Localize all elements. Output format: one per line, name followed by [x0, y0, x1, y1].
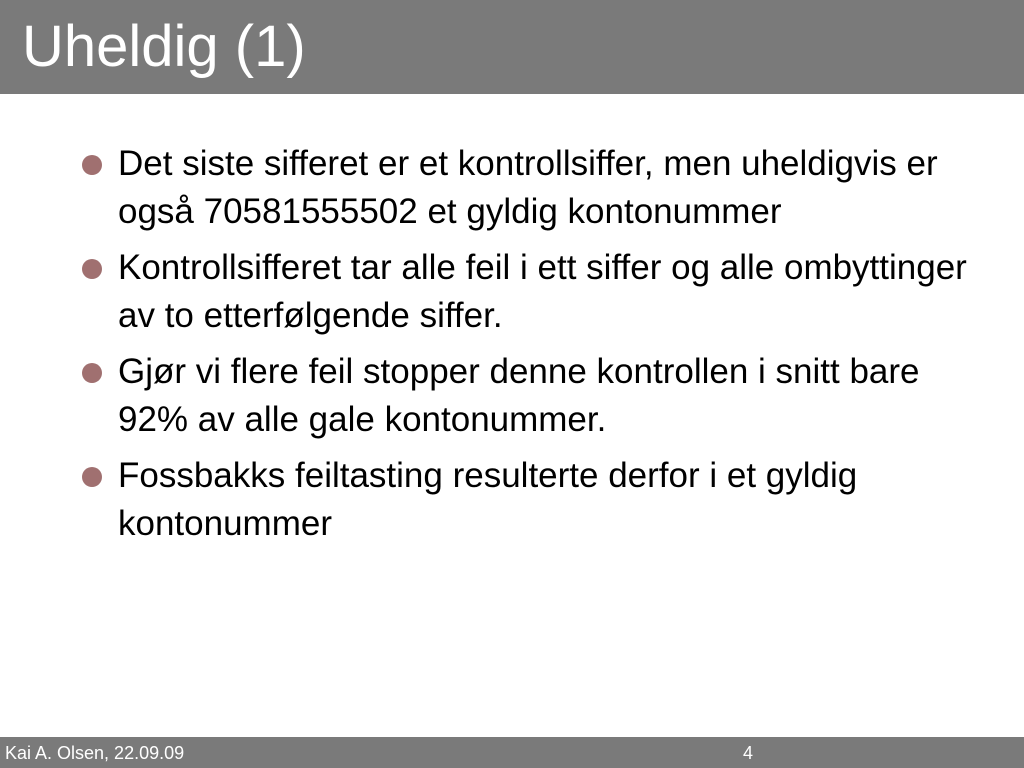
- bullet-dot-icon: [82, 467, 102, 487]
- bullet-text: Det siste sifferet er et kontrollsiffer, men uheldigvis er også 70581555502 et gyldig kontonummer: [118, 144, 938, 231]
- bullet-dot-icon: [82, 259, 102, 279]
- bullet-dot-icon: [82, 155, 102, 175]
- page-number: 4: [743, 743, 754, 763]
- bullet-item: [118, 140, 978, 236]
- bullet-list: [118, 140, 978, 556]
- bullet-text: Gjør vi flere feil stopper denne kontrollen i snitt bare 92% av alle gale kontonummer.: [118, 352, 920, 439]
- bullet-item: [118, 244, 978, 340]
- footer-author-date: Kai A. Olsen, 22.09.09: [5, 743, 185, 763]
- title-bar: [0, 0, 1024, 94]
- bullet-text: Fossbakks feiltasting resulterte derfor i et gyldig kontonummer: [118, 456, 858, 543]
- bullet-dot-icon: [82, 363, 102, 383]
- footer-bar: [0, 737, 1024, 768]
- bullet-item: [118, 452, 978, 548]
- bullet-item: [118, 348, 978, 444]
- slide-title: Uheldig (1): [22, 14, 306, 79]
- bullet-text: Kontrollsifferet tar alle feil i ett siffer og alle ombyttinger av to etterfølgende siffer.: [118, 248, 967, 335]
